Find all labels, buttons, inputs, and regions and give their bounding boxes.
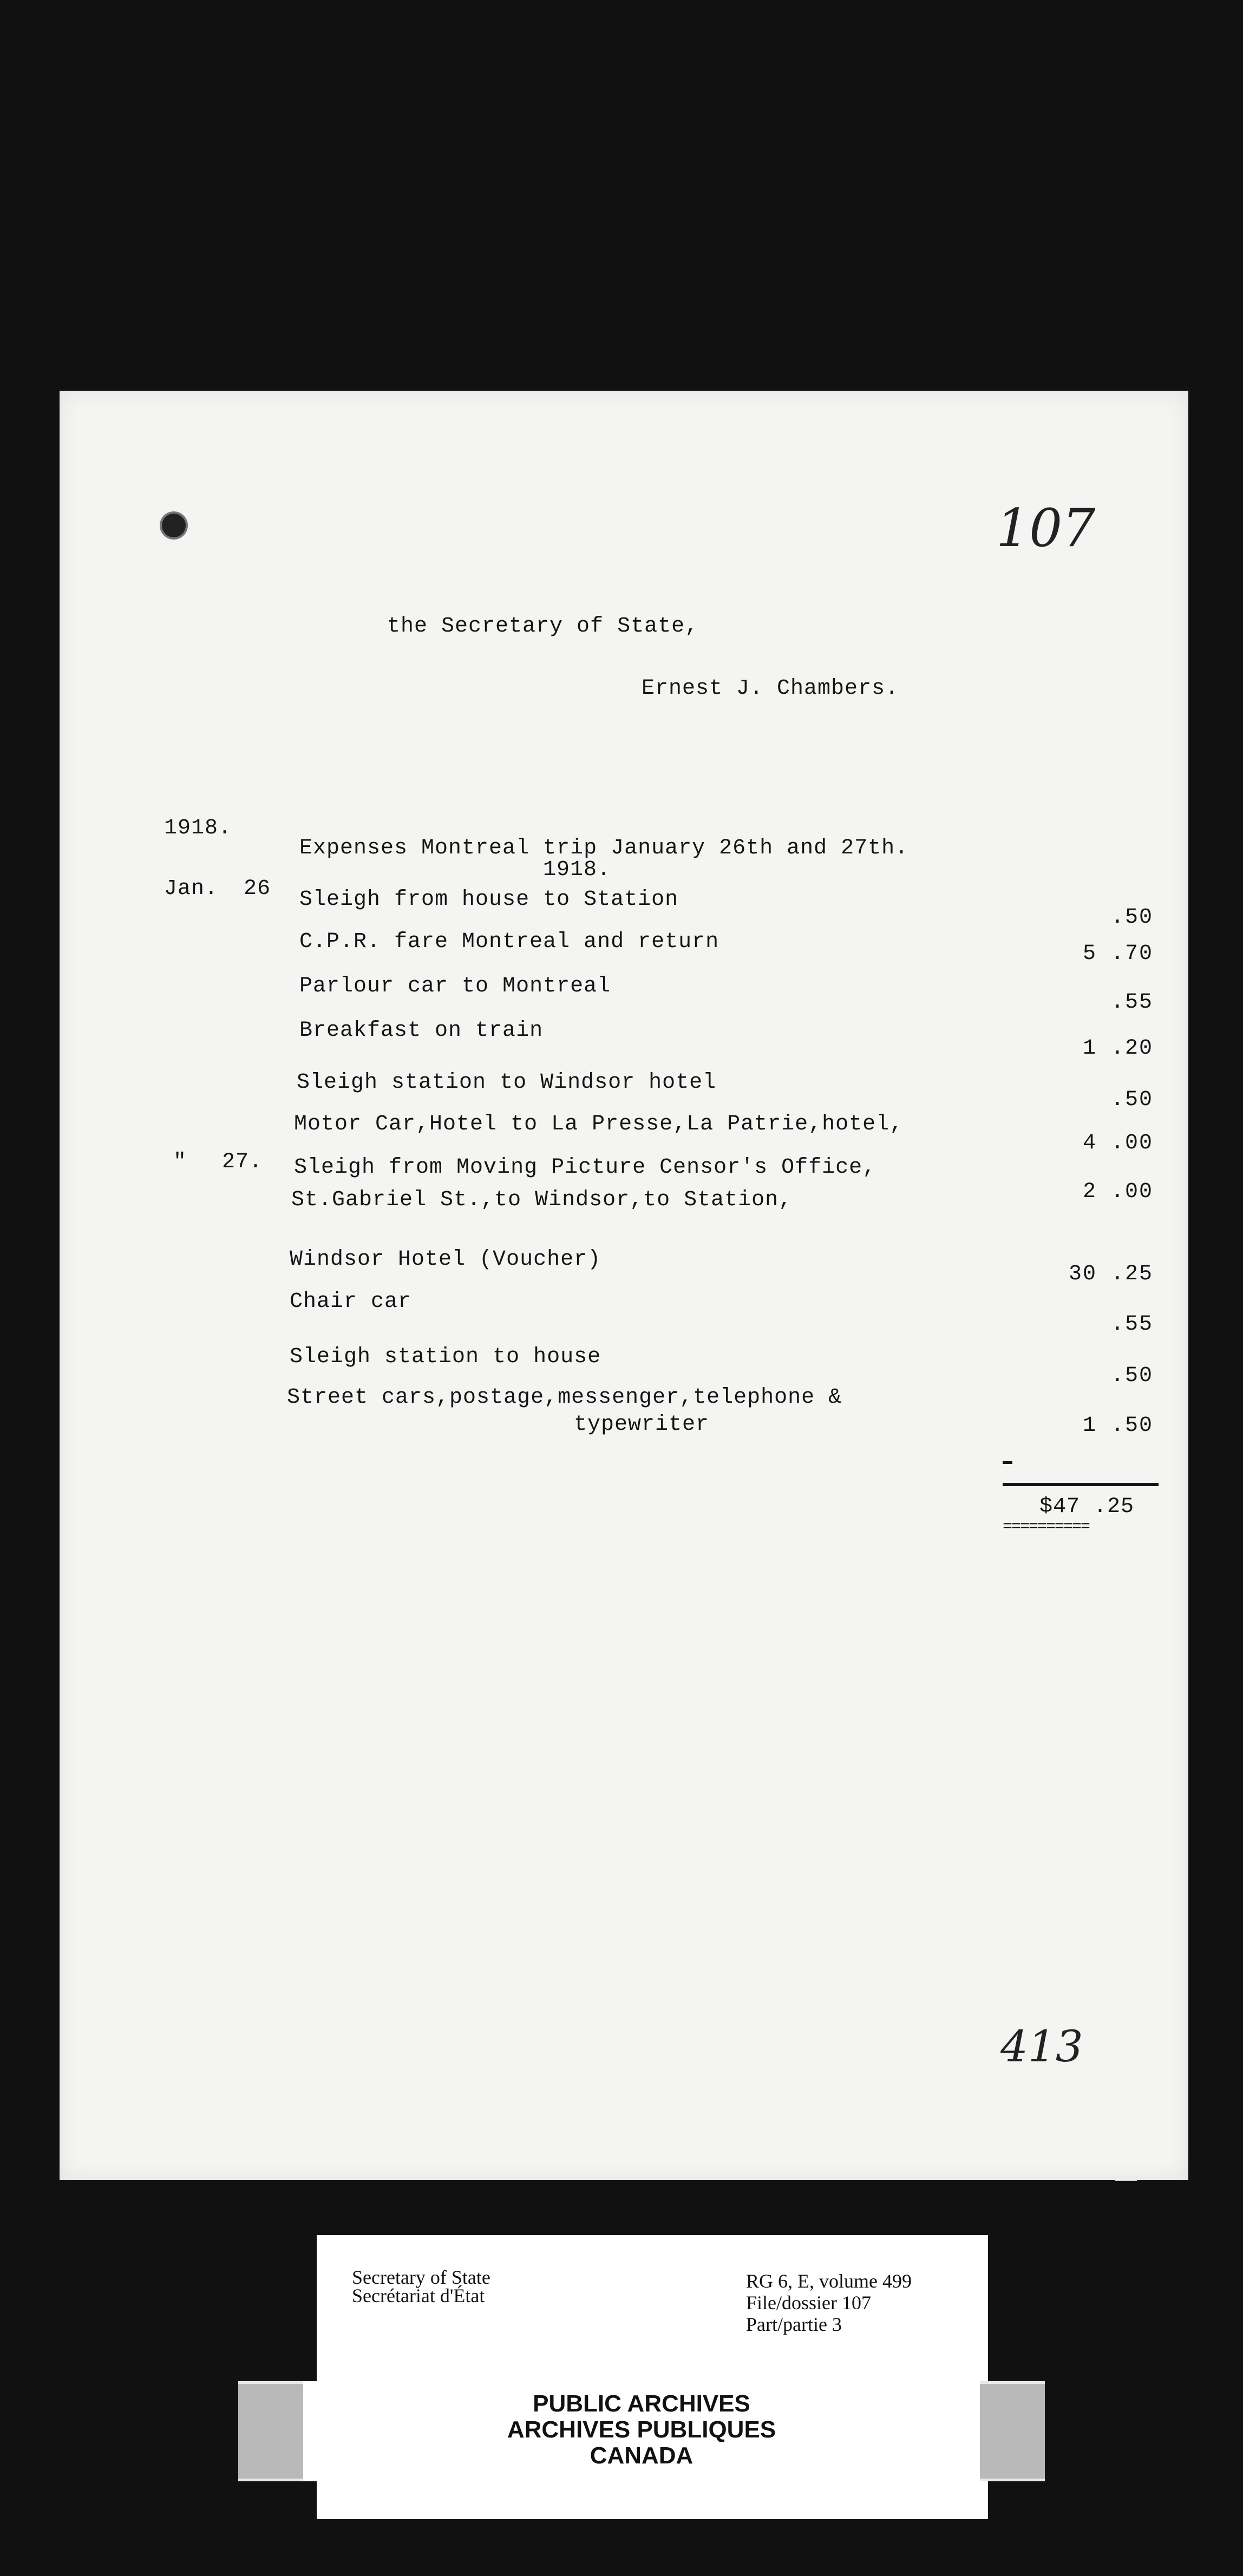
entry-amount: .50 <box>1110 1364 1153 1388</box>
handwritten-page-number: 107 <box>996 498 1096 558</box>
department-english: Secretary of State <box>352 2266 490 2288</box>
entry-desc: Breakfast on train <box>299 1018 544 1043</box>
archives-stamp-line2: ARCHIVES PUBLIQUES <box>507 2416 776 2443</box>
entry-desc: Windsor Hotel (Voucher) <box>290 1247 601 1272</box>
entry-date: Jan. <box>164 877 219 901</box>
entry-day: 26 <box>244 877 271 901</box>
entry-amount: 30 .25 <box>1068 1262 1153 1286</box>
reference-file: File/dossier 107 <box>746 2292 871 2314</box>
handwritten-folio-number: 413 <box>1000 2021 1083 2072</box>
entry-desc: Sleigh from Moving Picture Censor's Office, <box>294 1155 876 1180</box>
total-rule <box>1003 1483 1159 1486</box>
entry-desc: Sleigh from house to Station <box>299 888 679 912</box>
entry-amount: .55 <box>1110 990 1153 1015</box>
sum-tick <box>1003 1461 1012 1464</box>
total-double-rule: ========== <box>1003 1518 1090 1536</box>
stamp-band-left <box>238 2384 303 2479</box>
punch-hole <box>160 511 188 540</box>
entry-amount: 4 .00 <box>1082 1131 1153 1155</box>
reference-volume: RG 6, E, volume 499 <box>746 2270 912 2292</box>
entry-amount: 5 .70 <box>1082 942 1153 966</box>
entry-date: " <box>173 1150 187 1174</box>
entry-desc-continued: St.Gabriel St.,to Windsor,to Station, <box>291 1188 793 1212</box>
entry-desc: C.P.R. fare Montreal and return <box>299 930 719 954</box>
entry-desc: Sleigh station to house <box>290 1345 601 1369</box>
sender: Ernest J. Chambers. <box>642 676 899 701</box>
archives-stamp-line1: PUBLIC ARCHIVES <box>533 2390 750 2417</box>
archives-stamp <box>303 2391 980 2469</box>
archives-stamp-line3: CANADA <box>590 2442 694 2469</box>
entry-amount: 2 .00 <box>1082 1180 1153 1204</box>
addressee: the Secretary of State, <box>387 614 699 639</box>
entry-desc-continued: typewriter <box>574 1412 710 1437</box>
heading-line2: 1918. <box>543 858 611 882</box>
reference-part: Part/partie 3 <box>746 2314 842 2335</box>
year: 1918. <box>164 816 232 840</box>
entry-amount: 1 .50 <box>1082 1414 1153 1438</box>
entry-day: 27. <box>222 1150 263 1174</box>
entry-amount: .50 <box>1110 905 1153 930</box>
department-french: Secrétariat d'État <box>352 2285 485 2306</box>
entry-desc: Motor Car,Hotel to La Presse,La Patrie,hotel, <box>294 1112 904 1136</box>
entry-desc: Sleigh station to Windsor hotel <box>297 1070 717 1095</box>
entry-amount: 1 .20 <box>1082 1036 1153 1061</box>
heading-line1: Expenses Montreal trip January 26th and 27th. <box>299 836 909 860</box>
stamp-band-right <box>980 2384 1045 2479</box>
entry-amount: .55 <box>1110 1312 1153 1337</box>
entry-desc: Street cars,postage,messenger,telephone & <box>287 1385 842 1410</box>
total-amount: $47 .25 <box>1039 1495 1135 1519</box>
entry-amount: .50 <box>1110 1088 1153 1112</box>
entry-desc: Chair car <box>290 1290 412 1314</box>
entry-desc: Parlour car to Montreal <box>299 974 611 998</box>
